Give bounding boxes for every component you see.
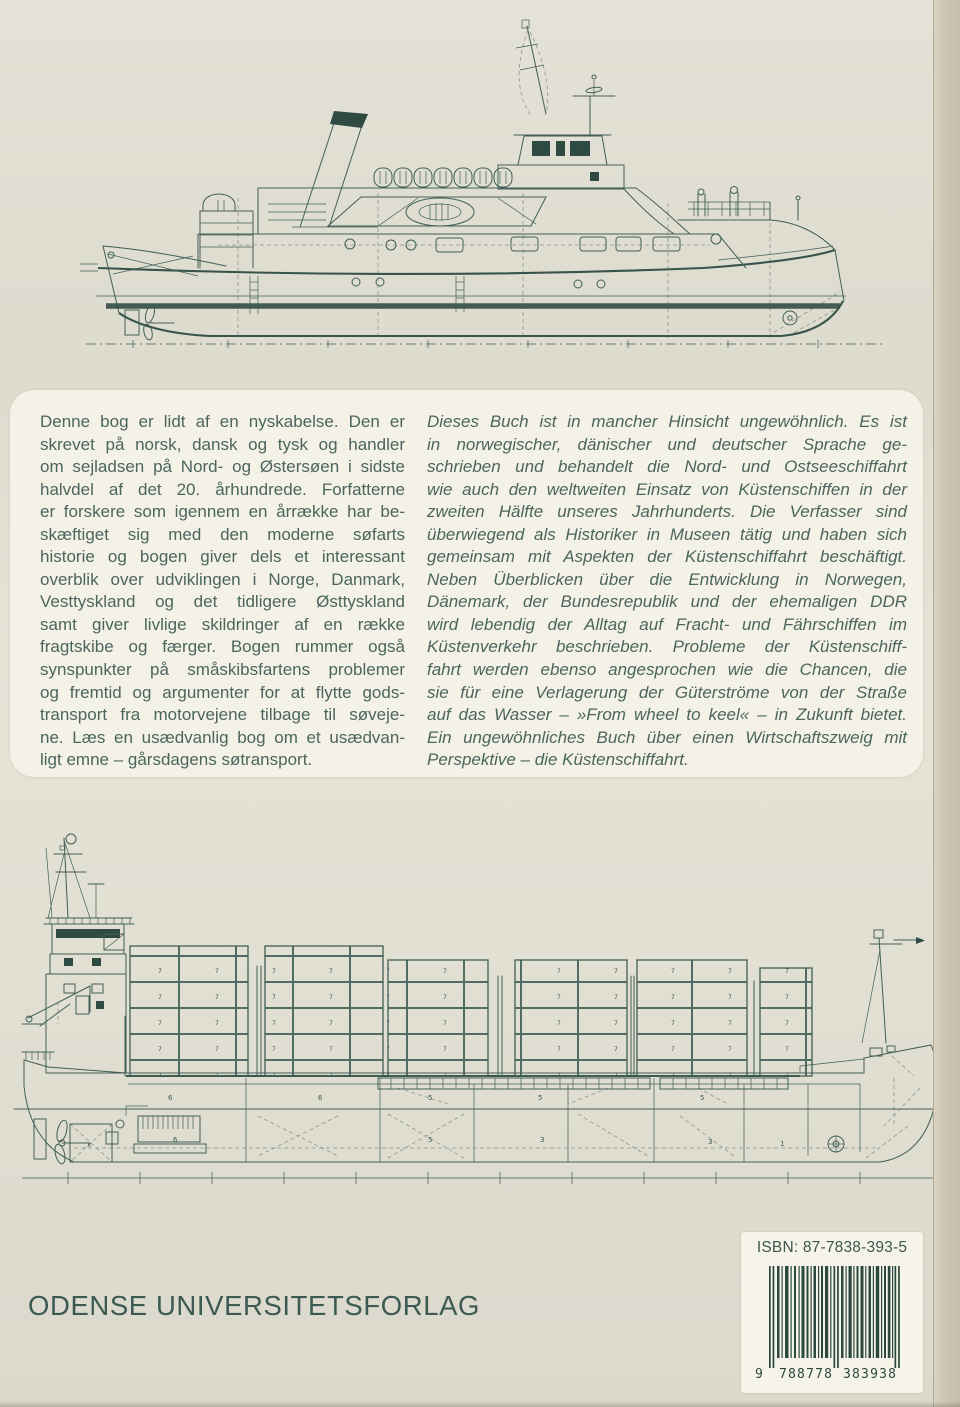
text-line: wird lebendig der Alltag auf Fracht- und Fährschiffen im: [427, 614, 907, 634]
hold-mark: 5: [700, 1094, 705, 1102]
barcode-digit-group: 788778: [779, 1367, 834, 1382]
hold-mark: 3: [540, 1136, 545, 1144]
text-line: überwiegend als Historiker in Museen tätig und haben sich: [427, 524, 907, 544]
barcode-digit-left: 9: [755, 1367, 765, 1382]
text-line: historie og bogen giver dels et interessant: [40, 547, 405, 567]
german-blurb: [427, 411, 907, 772]
text-line: Ein ungewöhnliches Buch über einen Wirtschaftszweig mit: [427, 727, 907, 747]
text-line: samt giver livlige skildringer af en række: [40, 614, 405, 634]
text-line: ne. Læs en usædvanlig bog om et usædvan-: [40, 727, 405, 747]
text-line: er forskere som igennem en årrække har be-: [40, 502, 405, 522]
text-line: Küstenverkehr beschrieben. Probleme der Küstenschiff-: [427, 637, 907, 657]
text-line: Denne bog er lidt af en nyskabelse. Den er: [40, 412, 405, 431]
bottom-edge-shadow: [0, 1401, 960, 1407]
hold-mark: 3: [708, 1138, 713, 1146]
text-line: om sejladsen på Nord- og Østersøen i sidste: [40, 457, 405, 477]
text-line: Dänemark, der Bundesrepublik und der ehemaligen DDR: [427, 592, 907, 612]
hold-mark: 5: [428, 1094, 433, 1102]
text-line: zweiten Hälfte unseres Jahrhunderts. Die Verfasser sind: [427, 502, 907, 522]
hold-mark: 6: [168, 1094, 173, 1102]
text-line: Dieses Buch ist in mancher Hinsicht ungewöhnlich. Es ist: [427, 412, 907, 431]
hold-mark: 6: [173, 1136, 178, 1144]
hold-mark: x: [87, 1141, 92, 1149]
text-line: fragtskibe og færger. Bogen rummer også: [40, 637, 405, 657]
text-line: schrieben und behandelt die Nord- und Ostseeschiffahrt: [427, 457, 907, 477]
text-line: Perspektive – die Küstenschiffahrt.: [427, 750, 689, 770]
text-line: overblik over udviklingen i Norge, Danmark,: [40, 569, 405, 589]
container-feeder-drawing: [8, 826, 952, 1188]
book-edge-strip: [933, 0, 960, 1407]
text-line: Vesttyskland og det tidligere Østtyskland: [40, 592, 405, 612]
publisher-name: ODENSE UNIVERSITETSFORLAG: [28, 1290, 481, 1321]
text-line: gemeinsam mit Aspekten der Küstenschiffahrt beschäftigt.: [427, 547, 907, 567]
text-line: sie für eine Verlagerung der Güterströme von der Straße: [427, 682, 907, 702]
text-line: synspunkter på småskibsfartens problemer: [40, 660, 405, 680]
text-line: ligt emne – gårsdagens søtransport.: [40, 750, 313, 770]
text-line: skrevet på norsk, dansk og tysk og handler: [40, 434, 405, 454]
text-line: halvdel af det 20. århundrede. Forfatterne: [40, 479, 405, 499]
isbn-label: ISBN: 87-7838-393-5: [756, 1239, 908, 1256]
hold-mark: 5: [428, 1136, 433, 1144]
isbn-panel: [741, 1232, 923, 1393]
text-line: auf das Wasser – »From wheel to keel« – in Zukunft bietet.: [427, 705, 907, 725]
text-line: wie auch den weltweiten Einsatz von Küstenschiffen in der: [427, 479, 907, 499]
hold-mark: 1: [780, 1140, 785, 1148]
text-line: in norwegischer, dänischer und deutscher Sprache ge-: [427, 434, 907, 454]
danish-blurb: [40, 411, 405, 772]
barcode-digit-group: 383938: [843, 1367, 898, 1382]
ean-barcode: [751, 1262, 915, 1386]
text-line: Neben Überblicken über die Entwicklung in Norwegen,: [427, 569, 907, 589]
text-line: fahrt werden ebenso angesprochen wie die Chancen, die: [427, 660, 907, 680]
text-line: transport fra motorvejene tilbage til søveje-: [40, 705, 405, 725]
blurb-panel: [10, 390, 923, 777]
text-line: skæftiget sig med den moderne søfarts: [40, 524, 405, 544]
coastal-vessel-drawing: [78, 8, 893, 350]
text-line: og fremtid og argumenter for at flytte gods-: [40, 682, 405, 702]
hold-mark: 6: [318, 1094, 323, 1102]
hold-mark: 5: [538, 1094, 543, 1102]
